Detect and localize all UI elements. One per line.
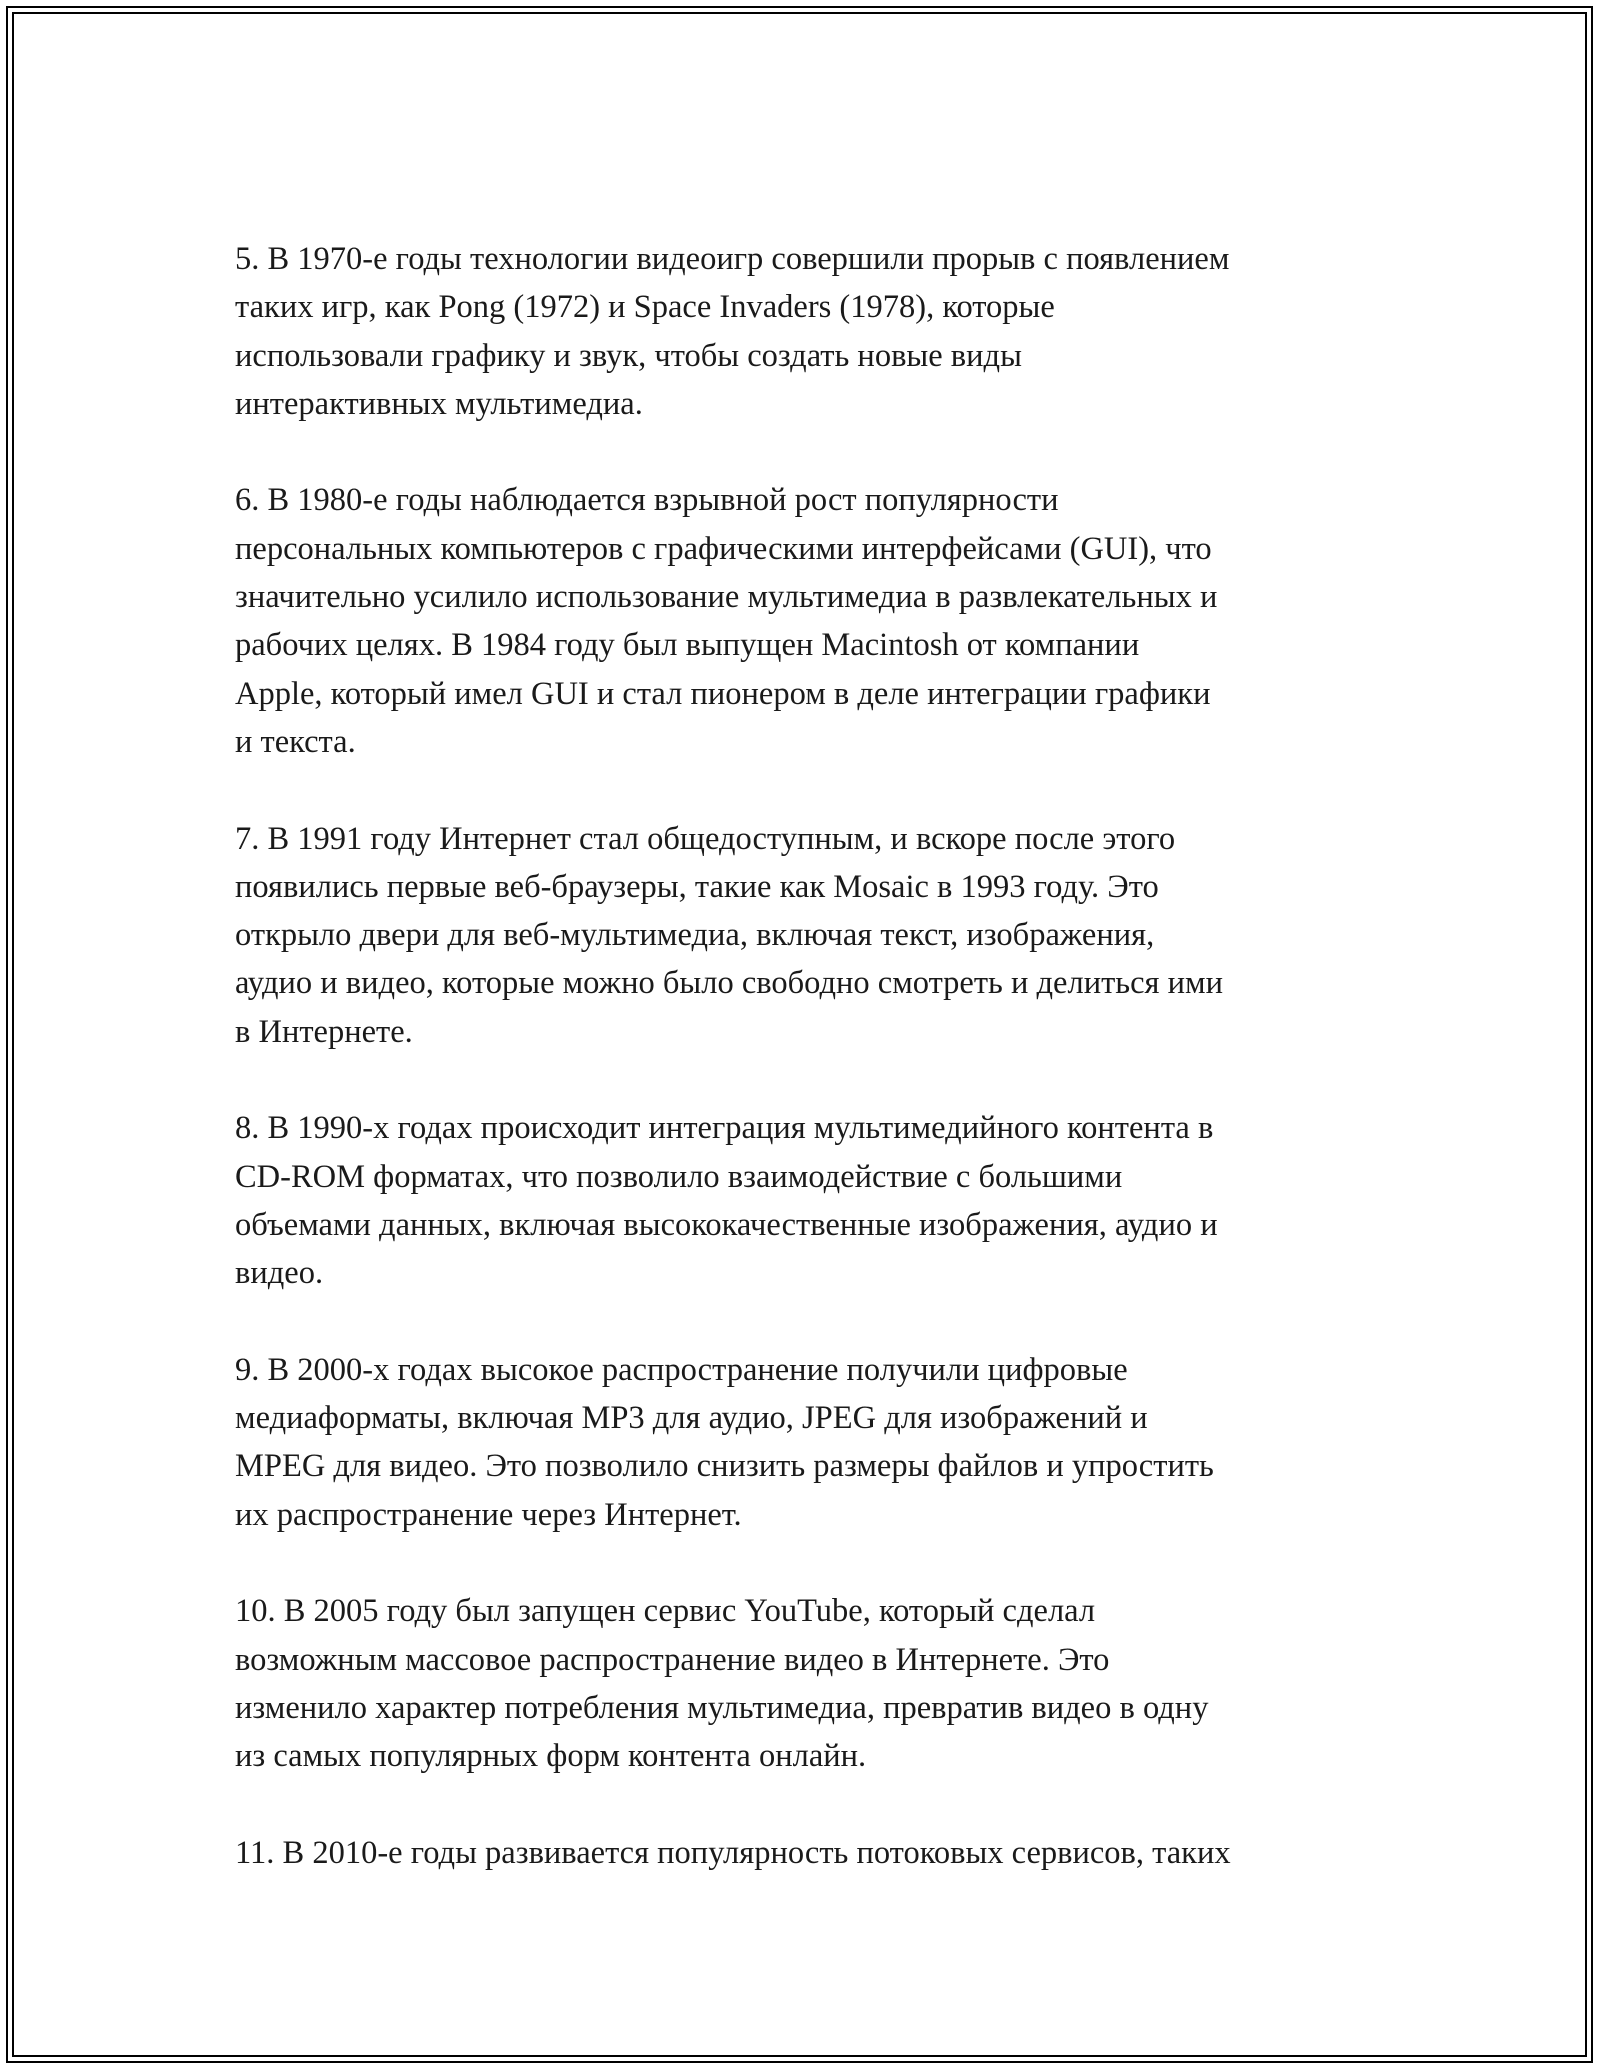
text-line: рабочих целях. В 1984 году был выпущен Macintosh от компании — [235, 627, 1140, 664]
text-line: их распространение через Интернет. — [235, 1496, 742, 1533]
text-line: появились первые веб-браузеры, такие как Mosaic в 1993 году. Это — [235, 868, 1159, 905]
text-line: возможным массовое распространение видео в Интернете. Это — [235, 1641, 1110, 1678]
text-line: 8. В 1990-х годах происходит интеграция мультимедийного контента в — [235, 1110, 1214, 1147]
text-line: 7. В 1991 году Интернет стал общедоступным, и вскоре после этого — [235, 820, 1176, 857]
text-line: видео. — [235, 1255, 324, 1292]
text-line: и текста. — [235, 723, 356, 760]
paragraph-item-8 — [235, 1104, 1370, 1297]
text-line: 5. В 1970-е годы технологии видеоигр совершили прорыв с появлением — [235, 241, 1230, 277]
text-line: значительно усилило использование мультимедиа в развлекательных и — [235, 579, 1218, 616]
text-line: изменило характер потребления мультимедиа, превратив видео в одну — [235, 1689, 1209, 1726]
text-line: из самых популярных форм контента онлайн. — [235, 1738, 867, 1775]
text-line: персональных компьютеров с графическими интерфейсами (GUI), что — [235, 530, 1212, 567]
paragraph-item-9 — [235, 1346, 1370, 1539]
text-line: открыло двери для веб-мультимедиа, включая текст, изображения, — [235, 917, 1155, 954]
text-line: 6. В 1980-е годы наблюдается взрывной рост популярности — [235, 482, 1059, 519]
text-line: в Интернете. — [235, 1013, 413, 1050]
text-line: аудио и видео, которые можно было свободно смотреть и делиться ими — [235, 965, 1223, 1002]
paragraph-item-6 — [235, 476, 1370, 766]
text-line: MPEG для видео. Это позволило снизить размеры файлов и упростить — [235, 1448, 1214, 1485]
paragraph-item-7 — [235, 815, 1370, 1056]
paragraph-item-5 — [235, 235, 1370, 428]
text-line: 10. В 2005 году был запущен сервис YouTube, который сделал — [235, 1593, 1096, 1630]
text-line: 11. В 2010-е годы развивается популярность потоковых сервисов, таких — [235, 1834, 1231, 1871]
text-line: объемами данных, включая высококачественные изображения, аудио и — [235, 1206, 1218, 1243]
paragraph-item-10 — [235, 1587, 1370, 1780]
text-line: 9. В 2000-х годах высокое распространение получили цифровые — [235, 1351, 1128, 1388]
text-line: медиаформаты, включая MP3 для аудио, JPEG для изображений и — [235, 1400, 1148, 1437]
document-body — [235, 235, 1370, 1925]
text-line: использовали графику и звук, чтобы создать новые виды — [235, 337, 1022, 374]
text-line: таких игр, как Pong (1972) и Space Invaders (1978), которые — [235, 289, 1055, 326]
text-line: Apple, который имел GUI и стал пионером в деле интеграции графики — [235, 675, 1211, 712]
text-line: интерактивных мультимедиа. — [235, 385, 643, 422]
paragraph-item-11 — [235, 1829, 1370, 1877]
text-line: CD-ROM форматах, что позволило взаимодействие с большими — [235, 1158, 1123, 1195]
